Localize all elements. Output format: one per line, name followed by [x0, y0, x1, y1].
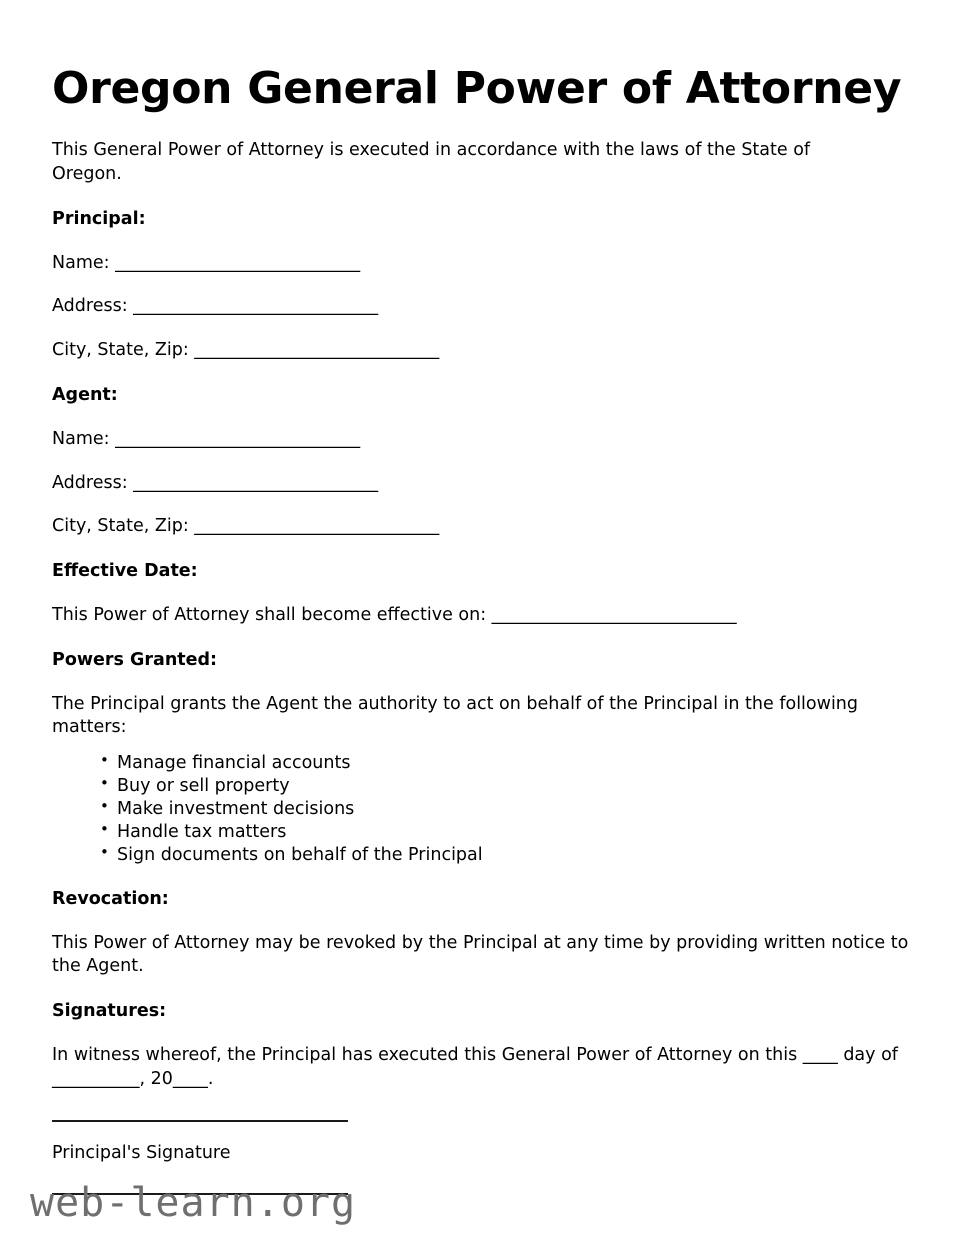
list-item: • Manage financial accounts [100, 752, 915, 775]
list-item: • Handle tax matters [100, 821, 915, 844]
principal-city-state-zip-field[interactable]: City, State, Zip: ____________________________ [52, 340, 440, 361]
spacer [52, 319, 915, 339]
spacer [52, 452, 915, 472]
agent-city-state-zip-field[interactable]: City, State, Zip: ____________________________ [52, 516, 440, 537]
agent-heading: Agent: [52, 385, 118, 406]
list-item: • Make investment decisions [100, 798, 915, 821]
powers-granted-intro: The Principal grants the Agent the authority to act on behalf of the Principal in the following matters: [52, 693, 858, 738]
effective-date-heading: Effective Date: [52, 561, 198, 582]
list-item: • Buy or sell property [100, 775, 915, 798]
spacer [52, 408, 915, 428]
spacer [52, 1092, 915, 1120]
powers-list [52, 752, 915, 867]
spacer [52, 363, 915, 384]
effective-date-field[interactable]: This Power of Attorney shall become effective on: ____________________________ [52, 605, 737, 626]
principal-signature-caption: Principal's Signature [52, 1142, 231, 1163]
spacer [52, 628, 915, 649]
spacer [52, 1024, 915, 1044]
principal-address-field[interactable]: Address: ____________________________ [52, 296, 379, 317]
spacer [52, 912, 915, 932]
spacer [52, 495, 915, 515]
powers-granted-heading: Powers Granted: [52, 649, 218, 670]
revocation-paragraph: This Power of Attorney may be revoked by the Principal at any time by providing written notice to the Agent. [52, 932, 909, 977]
spacer [52, 673, 915, 693]
agent-address-field[interactable]: Address: ____________________________ [52, 472, 379, 493]
spacer [52, 232, 915, 252]
spacer [52, 740, 915, 752]
spacer [52, 1122, 915, 1142]
spacer [52, 979, 915, 1000]
principal-name-field[interactable]: Name: ____________________________ [52, 252, 361, 273]
intro-paragraph: This General Power of Attorney is executed in accordance with the laws of the State of Oregon. [52, 140, 811, 185]
spacer [52, 867, 915, 888]
spacer [52, 187, 915, 208]
spacer [52, 539, 915, 560]
watermark: web-learn.org [30, 1180, 357, 1226]
revocation-heading: Revocation: [52, 888, 169, 909]
spacer [52, 584, 915, 604]
principal-heading: Principal: [52, 208, 146, 229]
page-title: Oregon General Power of Attorney [52, 63, 902, 114]
agent-name-field[interactable]: Name: ____________________________ [52, 428, 361, 449]
spacer [52, 113, 915, 139]
signatures-heading: Signatures: [52, 1001, 167, 1022]
list-item: • Sign documents on behalf of the Principal [100, 844, 915, 867]
spacer [52, 275, 915, 295]
witness-paragraph: In witness whereof, the Principal has executed this General Power of Attorney on this ____ day of __________, 20____. [52, 1045, 898, 1089]
